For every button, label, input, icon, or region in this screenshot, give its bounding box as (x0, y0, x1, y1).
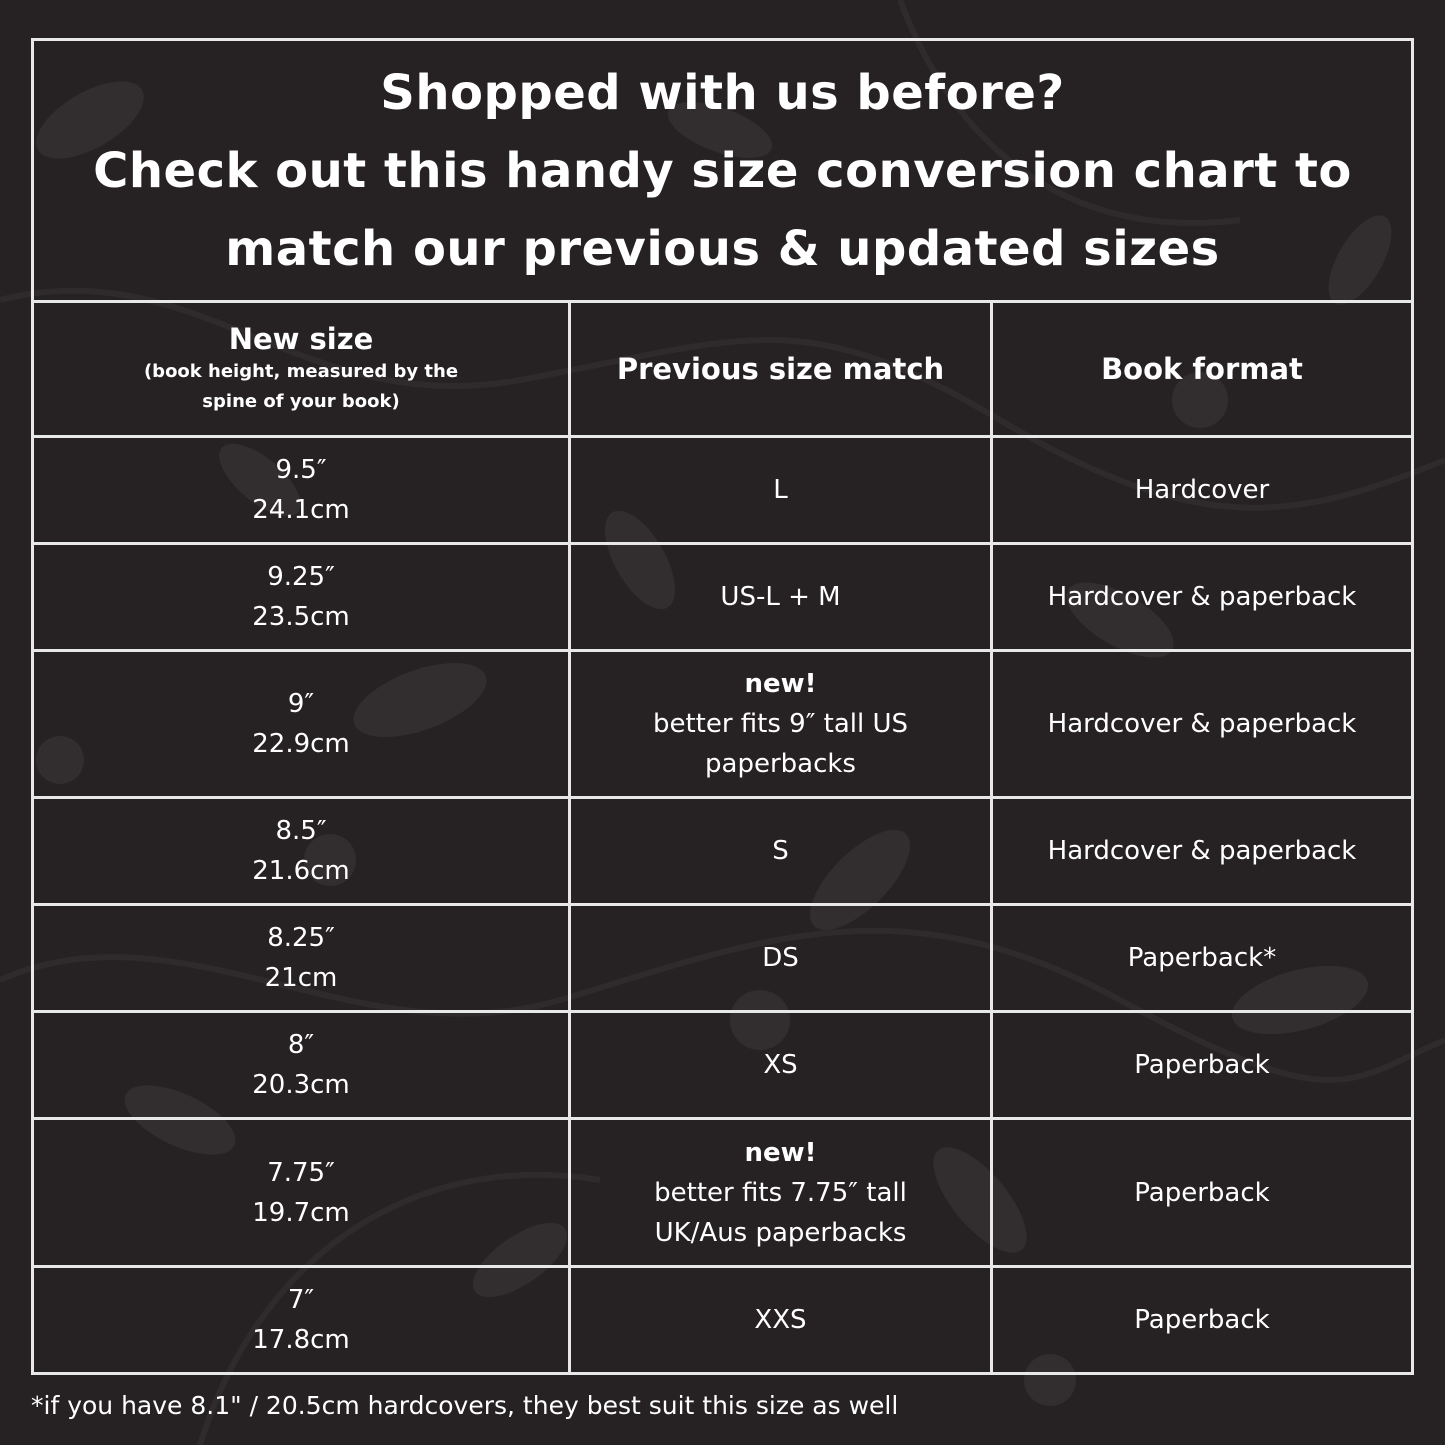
chart-title (34, 41, 1411, 303)
header-previous-size (571, 303, 993, 435)
new-size-cell (34, 438, 571, 542)
header-new-size-note-2: spine of your book) (202, 391, 400, 412)
size-cm: 22.9cm (252, 729, 350, 759)
book-format-value: Paperback* (1127, 943, 1277, 973)
header-book-format-label: Book format (1101, 352, 1303, 386)
size-inches: 9″ (287, 689, 315, 719)
size-inches: 8″ (287, 1030, 315, 1060)
previous-size-value: L (773, 475, 788, 505)
book-format-value: Hardcover & paperback (1047, 582, 1357, 612)
book-format-value: Hardcover & paperback (1047, 709, 1357, 739)
book-format-cell (993, 1268, 1411, 1372)
header-row (34, 303, 1411, 438)
header-new-size-label: New size (228, 322, 374, 356)
table-row (34, 1268, 1411, 1372)
table-row (34, 799, 1411, 906)
new-size-cell (34, 1268, 571, 1372)
previous-size-cell (571, 438, 993, 542)
book-format-cell (993, 799, 1411, 903)
previous-size-cell (571, 906, 993, 1010)
new-size-cell (34, 1013, 571, 1117)
footnote: *if you have 8.1" / 20.5cm hardcovers, they best suit this size as well (31, 1391, 899, 1420)
new-size-cell (34, 799, 571, 903)
header-previous-size-label: Previous size match (616, 352, 945, 386)
previous-size-value: US-L + M (720, 582, 841, 612)
new-size-cell (34, 906, 571, 1010)
size-inches: 7″ (287, 1285, 315, 1315)
previous-size-value-cont: paperbacks (705, 749, 856, 779)
new-size-cell (34, 545, 571, 649)
header-book-format (993, 303, 1411, 435)
size-inches: 7.75″ (267, 1157, 335, 1188)
new-badge: new! (744, 669, 817, 699)
book-format-value: Hardcover & paperback (1047, 836, 1357, 866)
table-row (34, 438, 1411, 545)
book-format-cell (993, 652, 1411, 796)
previous-size-value: better fits 7.75″ tall (654, 1177, 907, 1208)
table-row (34, 1013, 1411, 1120)
size-cm: 24.1cm (252, 495, 350, 525)
book-format-cell (993, 906, 1411, 1010)
previous-size-cell (571, 545, 993, 649)
header-new-size-note-1: (book height, measured by the (143, 361, 459, 382)
previous-size-value: XXS (754, 1305, 807, 1335)
size-cm: 19.7cm (252, 1197, 350, 1228)
previous-size-value: DS (762, 943, 799, 973)
table-row (34, 545, 1411, 652)
book-format-cell (993, 1013, 1411, 1117)
size-inches: 8.25″ (267, 923, 335, 953)
book-format-value: Paperback (1134, 1050, 1270, 1080)
table-row (34, 906, 1411, 1013)
book-format-cell (993, 545, 1411, 649)
book-format-cell (993, 438, 1411, 542)
size-conversion-table (34, 303, 1411, 1372)
new-size-cell (34, 1120, 571, 1265)
size-cm: 21cm (264, 963, 338, 993)
size-cm: 23.5cm (252, 602, 350, 632)
previous-size-cell (571, 652, 993, 796)
size-inches: 8.5″ (275, 816, 327, 846)
table-row (34, 1120, 1411, 1268)
book-format-value: Paperback (1134, 1177, 1270, 1208)
size-cm: 21.6cm (252, 856, 350, 886)
size-inches: 9.25″ (267, 562, 335, 592)
previous-size-value: better fits 9″ tall US (652, 709, 909, 739)
book-format-cell (993, 1120, 1411, 1265)
previous-size-value: S (772, 836, 789, 866)
size-inches: 9.5″ (275, 455, 327, 485)
title-line-3: match our previous & updated sizes (225, 220, 1220, 277)
previous-size-cell (571, 1013, 993, 1117)
previous-size-cell (571, 1268, 993, 1372)
table-row (34, 652, 1411, 799)
new-badge: new! (744, 1137, 817, 1168)
book-format-value: Hardcover (1134, 475, 1270, 505)
previous-size-value-cont: UK/Aus paperbacks (654, 1217, 907, 1248)
previous-size-value: XS (763, 1050, 798, 1080)
title-line-2: Check out this handy size conversion chart to (93, 142, 1352, 199)
new-size-cell (34, 652, 571, 796)
book-format-value: Paperback (1134, 1305, 1270, 1335)
title-line-1: Shopped with us before? (380, 64, 1065, 121)
size-chart-frame (31, 38, 1414, 1375)
previous-size-cell (571, 1120, 993, 1265)
previous-size-cell (571, 799, 993, 903)
size-cm: 20.3cm (252, 1070, 350, 1100)
header-new-size (34, 303, 571, 435)
size-cm: 17.8cm (252, 1325, 350, 1355)
